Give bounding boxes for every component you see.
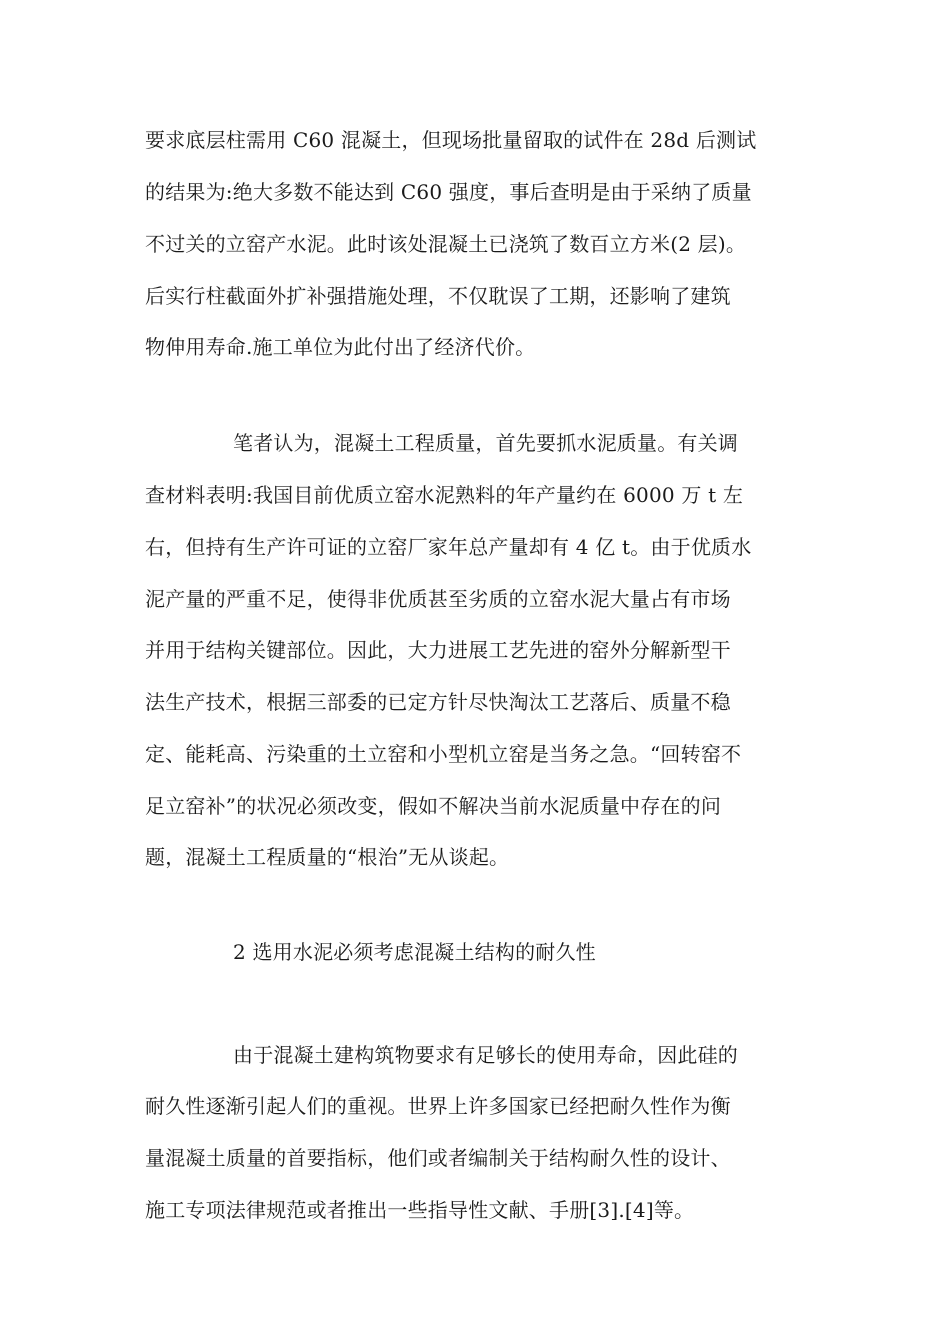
- paragraph-2-line-7: 定、能耗高、污染重的土立窑和小型机立窑是当务之急。“回转窑不: [145, 742, 742, 766]
- paragraph-1-line-2: 的结果为:绝大多数不能达到 C60 强度，事后查明是由于采纳了质量: [145, 180, 752, 204]
- paragraph-4-line-1: 由于混凝土建构筑物要求有足够长的使用寿命，因此硅的: [233, 1043, 738, 1067]
- paragraph-2-line-1: 笔者认为，混凝土工程质量，首先要抓水泥质量。有关调: [233, 431, 738, 455]
- paragraph-1-line-5: 物伸用寿命.施工单位为此付出了经济代价。: [145, 335, 536, 359]
- paragraph-1-line-1: 要求底层柱需用 C60 混凝土，但现场批量留取的试件在 28d 后测试: [145, 128, 757, 152]
- paragraph-2-line-6: 法生产技术，根据三部委的已定方针尽快淘汰工艺落后、质量不稳: [145, 690, 731, 714]
- paragraph-2-line-9: 题，混凝土工程质量的“根治”无从谈起。: [145, 845, 510, 869]
- paragraph-2-line-2: 查材料表明:我国目前优质立窑水泥熟料的年产量约在 6000 万 t 左: [145, 483, 744, 507]
- paragraph-4-line-3: 量混凝土质量的首要指标，他们或者编制关于结构耐久性的设计、: [145, 1146, 731, 1170]
- paragraph-4-line-2: 耐久性逐渐引起人们的重视。世界上许多国家已经把耐久性作为衡: [145, 1094, 731, 1118]
- paragraph-2-line-4: 泥产量的严重不足，使得非优质甚至劣质的立窑水泥大量占有市场: [145, 587, 731, 611]
- paragraph-4-line-4: 施工专项法律规范或者推出一些指导性文献、手册[3].[4]等。: [145, 1198, 695, 1222]
- paragraph-2-line-8: 足立窑补”的状况必须改变，假如不解决当前水泥质量中存在的问: [145, 794, 722, 818]
- paragraph-2-line-5: 并用于结构关键部位。因此，大力进展工艺先进的窑外分解新型干: [145, 638, 731, 662]
- paragraph-1-line-4: 后实行柱截面外扩补强措施处理，不仅耽误了工期，还影响了建筑: [145, 284, 731, 308]
- paragraph-1-line-3: 不过关的立窑产水泥。此时该处混凝土已浇筑了数百立方米(2 层)。: [145, 232, 747, 256]
- section-heading: 2 选用水泥必须考虑混凝土结构的耐久性: [233, 940, 596, 964]
- paragraph-2-line-3: 右，但持有生产许可证的立窑厂家年总产量却有 4 亿 t。由于优质水: [145, 535, 752, 559]
